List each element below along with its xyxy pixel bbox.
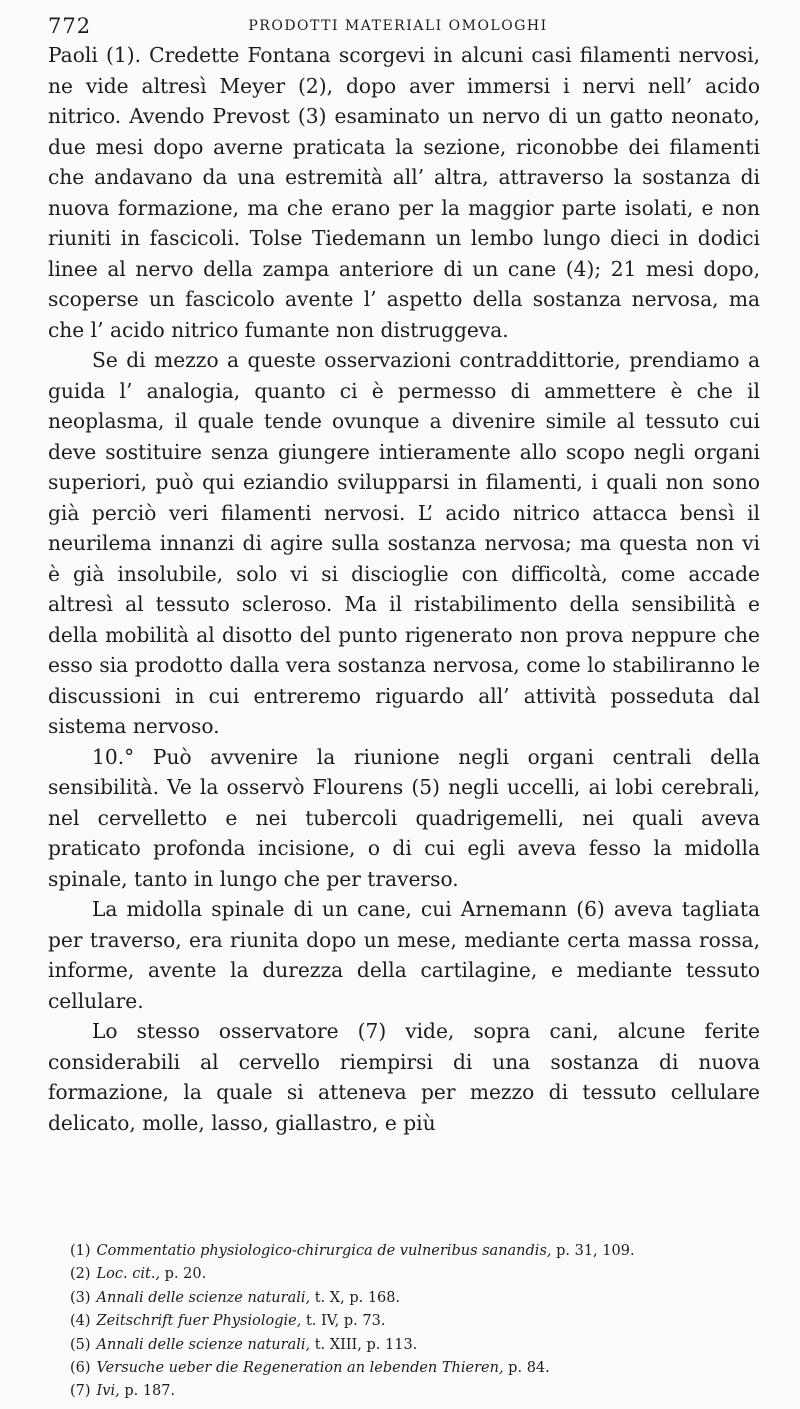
footnote xyxy=(70,1310,760,1333)
paragraph: 10.° Può avvenire la riunione negli organi centrali della sensibilità. Ve la osservò Flourens (5) negli uccelli, ai lobi cerebrali, nel cervelletto e nei tubercoli quadrigemelli, nei quali aveva praticato profonda incisione, o di cui egli aveva fesso la midolla spinale, tanto in lungo che per traverso. xyxy=(48,744,760,891)
footnote-title: Commentatio physiologico-chirurgica de vulneribus sanandis, xyxy=(96,1243,552,1259)
footnote-ref: t. XIII, p. 113. xyxy=(310,1336,418,1353)
footnote-number: (4) xyxy=(70,1313,91,1330)
footnote-number: (3) xyxy=(70,1289,91,1306)
footnote-ref: p. 84. xyxy=(503,1360,550,1377)
page-number: 772 xyxy=(48,14,92,38)
footnote xyxy=(70,1240,760,1263)
footnote-title: Annali delle scienze naturali, xyxy=(96,1336,311,1353)
running-title: PRODOTTI MATERIALI OMOLOGHI xyxy=(248,18,548,34)
footnote-title: Loc. cit., xyxy=(96,1266,161,1283)
footnote-title: Versuche ueber die Regeneration an lebenden Thieren, xyxy=(96,1360,504,1377)
footnote-ref: p. 31, 109. xyxy=(551,1243,635,1259)
footnote xyxy=(70,1380,760,1403)
body-text xyxy=(48,40,760,1138)
footnote xyxy=(70,1334,760,1357)
footnote-ref: t. IV, p. 73. xyxy=(301,1313,386,1330)
footnote-title: Ivi, xyxy=(96,1383,120,1400)
paragraph: Paoli (1). Credette Fontana scorgevi in alcuni casi filamenti nervosi, ne vide altresì Meyer (2), dopo aver immersi i nervi nell’ acido nitrico. Avendo Prevost (3) esaminato un nervo di un gatto neonato, due mesi dopo averne praticata la sezione, riconobbe dei filamenti che andavano da una estremità all’ altra, attraverso la sostanza di nuova formazione, ma che erano per la maggior parte isolati, e non riuniti in fascicoli. Tolse Tiedemann un lembo lungo dieci in dodici linee al nervo della zampa anteriore di un cane (4); 21 mesi dopo, scoperse un fascicolo avente l’ aspetto della sostanza nervosa, ma che l’ acido nitrico fumante non distruggeva. xyxy=(48,43,760,342)
footnote xyxy=(70,1287,760,1310)
footnote-ref: t. X, p. 168. xyxy=(310,1289,401,1306)
paragraph: Lo stesso osservatore (7) vide, sopra cani, alcune ferite considerabili al cervello riempirsi di una sostanza di nuova formazione, la quale si atteneva per mezzo di tessuto cellulare delicato, molle, lasso, giallastro, e più xyxy=(48,1019,760,1135)
footnote-ref: p. 187. xyxy=(119,1383,176,1400)
footnote-title: Annali delle scienze naturali, xyxy=(96,1289,311,1306)
footnote-number: (5) xyxy=(70,1336,91,1353)
footnote xyxy=(70,1357,760,1380)
footnote-number: (6) xyxy=(70,1360,91,1377)
footnote-ref: p. 20. xyxy=(160,1266,207,1283)
footnote-number: (7) xyxy=(70,1383,91,1400)
paragraph: La midolla spinale di un cane, cui Arnemann (6) aveva tagliata per traverso, era riunita dopo un mese, mediante certa massa rossa, informe, avente la durezza della cartilagine, e mediante tessuto cellulare. xyxy=(48,897,760,1013)
paragraph: Se di mezzo a queste osservazioni contraddittorie, prendiamo a guida l’ analogia, quanto ci è permesso di ammettere è che il neoplasma, il quale tende ovunque a divenire simile al tessuto cui deve sostituire senza giungere intieramente allo scopo negli organi superiori, può qui eziandio svilupparsi in filamenti, i quali non sono già perciò veri filamenti nervosi. L’ acido nitrico attacca bensì il neurilema innanzi di agire sulla sostanza nervosa; ma questa non vi è già insolubile, solo vi si discioglie con difficoltà, come accade altresì al tessuto scleroso. Ma il ristabilimento della sensibilità e della mobilità al disotto del punto rigenerato non prova neppure che esso sia prodotto dalla vera sostanza nervosa, come lo stabiliranno le discussioni in cui entreremo riguardo all’ attività posseduta dal sistema nervoso. xyxy=(48,348,760,738)
footnotes xyxy=(70,1240,760,1404)
footnote-number: (1) xyxy=(70,1243,91,1259)
footnote-number: (2) xyxy=(70,1266,91,1283)
footnote-title: Zeitschrift fuer Physiologie, xyxy=(96,1313,302,1330)
footnote xyxy=(70,1263,760,1286)
page-header xyxy=(48,14,748,40)
